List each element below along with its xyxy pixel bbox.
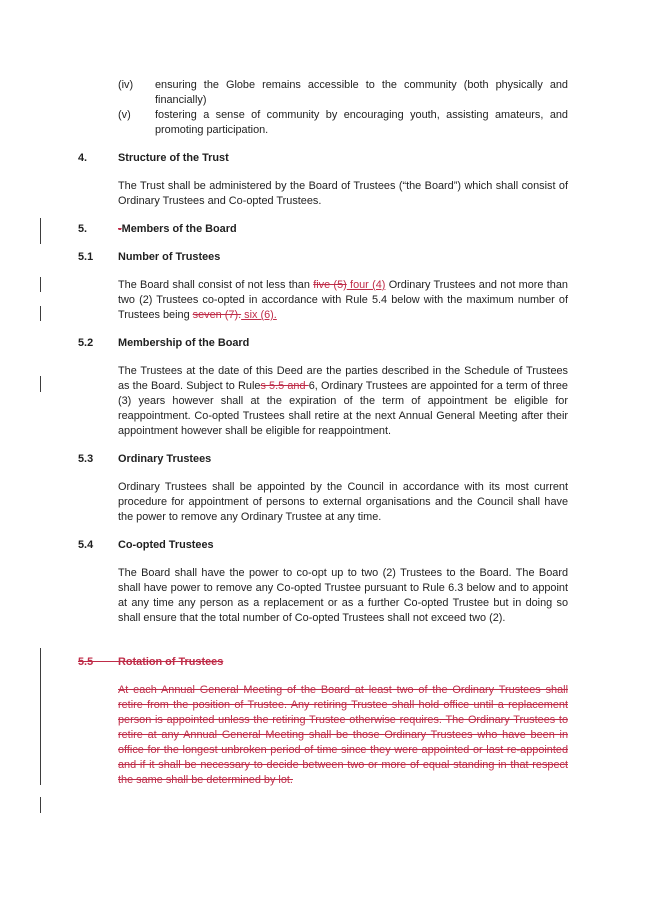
text-run: Ordinary Trustees and not more than two (2) Trustees co-opted in accordance with Rule 5.4 below with the maximum number of Trustees being: [118, 279, 568, 321]
text-run: 5.1: [78, 251, 94, 263]
deleted-text: Rotation of Trustees: [118, 656, 224, 668]
deleted-text: five (5): [313, 279, 347, 291]
text-run: Number of Trustees: [118, 251, 221, 263]
section-body: [118, 179, 568, 209]
intro-list-item: [118, 78, 568, 108]
intro-list: [78, 78, 568, 138]
section-title: [118, 151, 568, 166]
text-run: Members of the Board: [121, 223, 237, 235]
section-number: [78, 336, 118, 351]
text-run: 5.3: [78, 453, 94, 465]
deleted-tab-strike: [93, 661, 118, 662]
section-heading-row: [78, 222, 568, 237]
section-number: [78, 655, 118, 670]
section-body: [118, 683, 568, 788]
deleted-text: s 5.5 and: [260, 380, 309, 392]
text-run: 5.2: [78, 337, 94, 349]
section-title: [118, 655, 568, 670]
section-body: [118, 480, 568, 525]
section: [78, 151, 568, 209]
text-run: 5.: [78, 223, 88, 235]
section-heading-row: [78, 336, 568, 351]
text-run: Membership of the Board: [118, 337, 250, 349]
section: [78, 538, 568, 626]
paragraph: [118, 480, 568, 525]
section-heading-row: [78, 151, 568, 166]
text-run: ensuring the Globe remains accessible to the community (both physically and financially): [155, 79, 568, 106]
text-run: The Board shall consist of not less than: [118, 279, 314, 291]
intro-list-item: [118, 108, 568, 138]
change-bar: [40, 218, 41, 244]
text-run: Ordinary Trustees: [118, 453, 212, 465]
deleted-text: -: [118, 223, 122, 235]
section: [78, 250, 568, 323]
inserted-text: four (4): [346, 279, 386, 291]
section-number: [78, 250, 118, 265]
text-run: Co-opted Trustees: [118, 539, 214, 551]
section: [78, 222, 568, 237]
change-bar: [40, 277, 41, 292]
section: [78, 336, 568, 439]
paragraph: [118, 364, 568, 439]
change-bar: [40, 376, 41, 392]
document-content: [78, 78, 568, 801]
list-marker: (iv): [118, 79, 134, 91]
text-run: fostering a sense of community by encouraging youth, assisting amateurs, and promoting participation.: [155, 109, 568, 136]
sections: [78, 151, 568, 801]
section-title: [118, 538, 568, 553]
section-heading-row: [78, 250, 568, 265]
change-bar: [40, 306, 41, 321]
section-heading-row: [78, 452, 568, 467]
change-bar: [40, 648, 41, 785]
section-body: [118, 566, 568, 626]
list-text: [155, 108, 568, 138]
text-run: Structure of the Trust: [118, 152, 229, 164]
section-title: [118, 336, 568, 351]
deleted-text: At each Annual General Meeting of the Board at least two of the Ordinary Trustees shall retire from the position of Trustee. Any retiring Trustee shall hold office until a replacement person is appointed unless the retiring Trustee otherwise requires. The Ordinary Trustees to retire at any Annual General Meeting shall be those Ordinary Trustees who have been in office for the longest unbroken period of time since they were appointed or last re-appointed and if it shall be necessary to decide between two or more of equal standing in that respect the same shall be determined by lot.: [118, 684, 568, 786]
paragraph: [118, 179, 568, 209]
text-run: The Board shall have the power to co-opt up to two (2) Trustees to the Board. The Board shall have power to remove any Co-opted Trustee pursuant to Rule 6.3 below and to appoint at any time any person as a replacement or as a further Co-opted Trustee but in doing so shall ensure that the total number of Co-opted Trustees shall not exceed two (2).: [118, 567, 568, 624]
text-run: 5.4: [78, 539, 94, 551]
section-number: [78, 452, 118, 467]
section-heading-row: [78, 655, 568, 670]
section-heading-row: [78, 538, 568, 553]
text-run: 6, Ordinary Trustees are appointed for a term of three (3) years however shall at the expiration of the term of appointment be eligible for reappointment. Co-opted Trustees shall retire at the next Annual General Meeting after their appointment however shall be eligible for reappointment.: [118, 380, 568, 437]
paragraph: [118, 683, 568, 788]
section: [78, 655, 568, 788]
section-body: [118, 278, 568, 323]
deleted-text: seven (7).: [192, 309, 242, 321]
section-number: [78, 151, 118, 166]
section-body: [118, 364, 568, 439]
list-text: [155, 78, 568, 108]
list-marker: (v): [118, 109, 131, 121]
section-number: [78, 222, 118, 237]
text-run: The Trust shall be administered by the Board of Trustees (“the Board”) which shall consist of Ordinary Trustees and Co-opted Trustees.: [118, 180, 568, 207]
section-title: [118, 452, 568, 467]
inserted-text: six (6).: [241, 309, 277, 321]
text-run: Ordinary Trustees shall be appointed by the Council in accordance with its most current procedure for appointment of persons to external organisations and the Council shall have the power to remove any Ordinary Trustee at any time.: [118, 481, 568, 523]
section: [78, 452, 568, 525]
text-run: The Trustees at the date of this Deed are the parties described in the Schedule of Trustees as the Board. Subject to Rule: [118, 365, 568, 392]
paragraph: [118, 278, 568, 323]
deleted-text: 5.5: [78, 656, 94, 668]
section-title: [118, 250, 568, 265]
section-number: [78, 538, 118, 553]
change-bar: [40, 797, 41, 813]
paragraph: [118, 566, 568, 626]
text-run: 4.: [78, 152, 88, 164]
section-title: [118, 222, 568, 237]
